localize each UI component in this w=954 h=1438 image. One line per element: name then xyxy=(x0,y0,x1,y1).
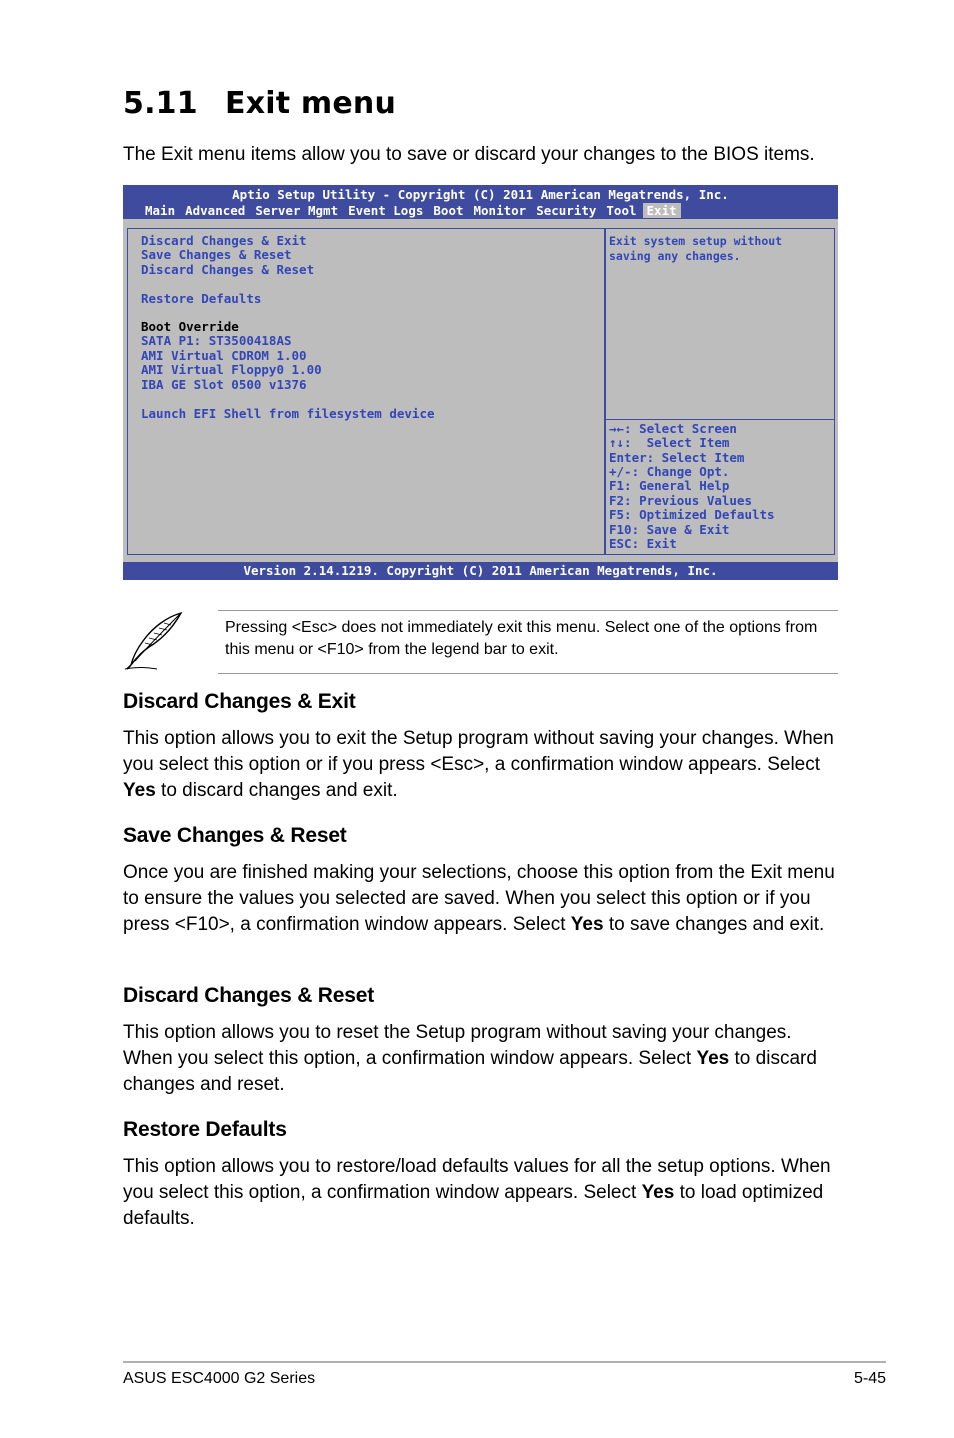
footer-rule xyxy=(123,1361,886,1363)
legend-line: ↑↓: Select Item xyxy=(609,435,730,450)
menu-save-changes-reset[interactable]: Save Changes & Reset xyxy=(141,247,292,262)
bios-footer: Version 2.14.1219. Copyright (C) 2011 American Megatrends, Inc. xyxy=(123,562,838,580)
tab-monitor[interactable]: Monitor xyxy=(473,203,527,218)
note-text: Pressing <Esc> does not immediately exit this menu. Select one of the options from this menu or <F10> from the legend bar to exit. xyxy=(225,619,818,658)
legend-line: F10: Save & Exit xyxy=(609,522,730,537)
intro-paragraph: The Exit menu items allow you to save or discard your changes to the BIOS items. xyxy=(123,144,815,165)
section-body: This option allows you to exit the Setup program without saving your changes. When you select this option or if you press <Esc>, a confirmation window appears. Select Yes to discard changes and exit. xyxy=(123,728,834,801)
tab-event-logs[interactable]: Event Logs xyxy=(348,203,424,218)
bios-title: Aptio Setup Utility - Copyright (C) 2011 American Megatrends, Inc. xyxy=(232,187,729,202)
legend-line: F2: Previous Values xyxy=(609,493,752,508)
menu-discard-changes-exit[interactable]: Discard Changes & Exit xyxy=(141,233,307,248)
menu-restore-defaults[interactable]: Restore Defaults xyxy=(141,291,262,306)
note-bottom-rule xyxy=(218,673,838,674)
legend-line: F5: Optimized Defaults xyxy=(609,507,775,522)
bios-tab-bar xyxy=(141,203,683,218)
section-body: This option allows you to restore/load defaults values for all the setup options. When you select this option, a confirmation window appears. Select Yes to load optimized defaults. xyxy=(123,1156,831,1229)
menu-boot-sata[interactable]: SATA P1: ST3500418AS xyxy=(141,333,292,348)
menu-boot-floppy[interactable]: AMI Virtual Floppy0 1.00 xyxy=(141,362,322,377)
tab-exit[interactable]: Exit xyxy=(643,203,681,218)
bios-menu-panel xyxy=(127,228,605,555)
help-line: Exit system setup without xyxy=(609,234,783,248)
section-title: Discard Changes & Reset xyxy=(123,984,374,1007)
note-top-rule xyxy=(218,610,838,611)
footer-page-number: 5-45 xyxy=(853,1370,886,1387)
feather-pen-icon xyxy=(123,611,185,671)
section-body: This option allows you to reset the Setup program without saving your changes. When you select this option, a confirmation window appears. Select Yes to discard changes and reset. xyxy=(123,1022,817,1095)
legend-line: ESC: Exit xyxy=(609,536,677,551)
footer-product: ASUS ESC4000 G2 Series xyxy=(123,1370,316,1387)
menu-boot-cdrom[interactable]: AMI Virtual CDROM 1.00 xyxy=(141,348,307,363)
page-title xyxy=(123,86,396,121)
tab-tool[interactable]: Tool xyxy=(606,203,637,218)
bios-help-panel xyxy=(605,228,835,420)
tab-server-mgmt[interactable]: Server Mgmt xyxy=(255,203,339,218)
tab-advanced[interactable]: Advanced xyxy=(185,203,246,218)
section-title: Save Changes & Reset xyxy=(123,824,347,847)
section-title: Restore Defaults xyxy=(123,1118,287,1141)
section-body: Once you are finished making your selections, choose this option from the Exit menu to ensure the values you selected are saved. When you select this option or if you press <F10>, a confirmation window appears. Select Yes to save changes and exit. xyxy=(123,862,835,935)
tab-main[interactable]: Main xyxy=(145,203,176,218)
legend-line: Enter: Select Item xyxy=(609,450,745,465)
section-number: 5.11 xyxy=(123,86,198,121)
help-line: saving any changes. xyxy=(609,249,741,263)
bios-legend-panel xyxy=(605,419,835,555)
title-text: Exit menu xyxy=(225,86,397,121)
bios-header xyxy=(123,185,838,219)
menu-launch-efi-shell[interactable]: Launch EFI Shell from filesystem device xyxy=(141,406,435,421)
legend-line: +/-: Change Opt. xyxy=(609,464,730,479)
menu-boot-iba[interactable]: IBA GE Slot 0500 v1376 xyxy=(141,377,307,392)
tab-security[interactable]: Security xyxy=(536,203,597,218)
legend-line: F1: General Help xyxy=(609,478,730,493)
boot-override-label: Boot Override xyxy=(141,319,239,334)
menu-discard-changes-reset[interactable]: Discard Changes & Reset xyxy=(141,262,315,277)
tab-boot[interactable]: Boot xyxy=(433,203,464,218)
section-title: Discard Changes & Exit xyxy=(123,690,356,713)
legend-line: →←: Select Screen xyxy=(609,421,737,436)
bios-screenshot xyxy=(123,185,838,580)
